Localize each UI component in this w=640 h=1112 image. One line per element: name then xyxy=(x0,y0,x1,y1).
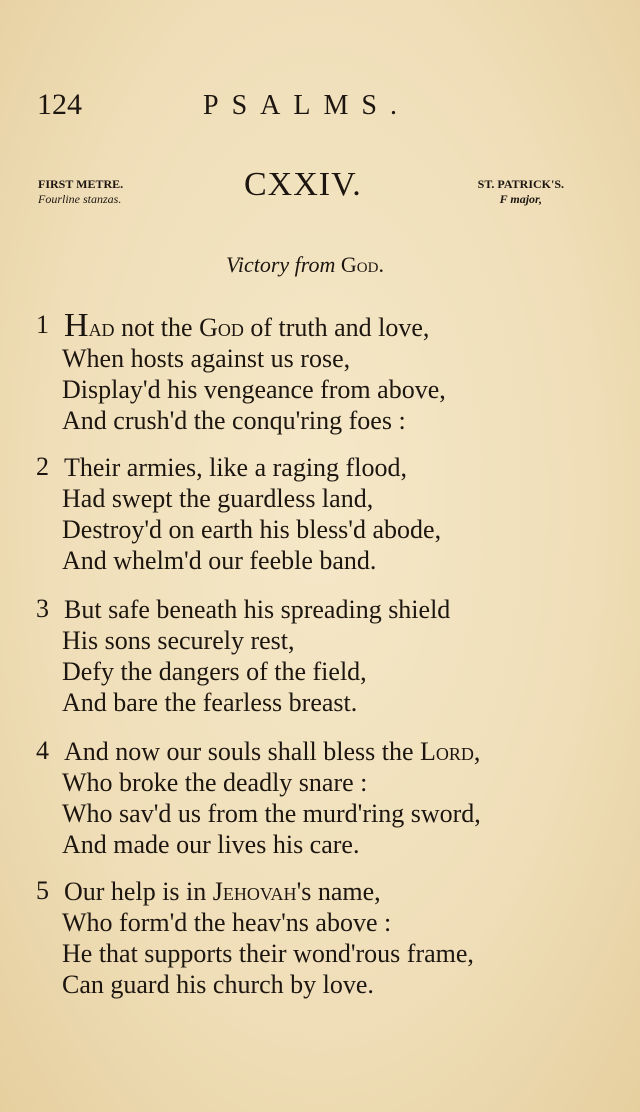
verse-smallcaps: Jehovah xyxy=(212,877,297,906)
tune-key: F major, xyxy=(499,192,543,206)
verse-line: Destroy'd on earth his bless'd abode, xyxy=(62,515,442,544)
verse-line xyxy=(36,876,596,907)
verse-line: Who broke the deadly snare : xyxy=(62,768,368,797)
verse-line: Display'd his vengeance from above, xyxy=(62,375,446,404)
stanza-number: 2 xyxy=(36,452,49,481)
verse-line: Who sav'd us from the murd'ring sword, xyxy=(62,799,481,828)
stanza xyxy=(36,736,596,860)
verse-text: 's name, xyxy=(296,877,381,906)
psalm-subtitle xyxy=(0,252,610,278)
page-number: 124 xyxy=(37,88,82,121)
stanza-number: 1 xyxy=(36,310,49,339)
verse-text: not the xyxy=(114,313,200,342)
drop-cap: H xyxy=(64,307,89,344)
metre-left xyxy=(38,177,123,207)
verse-line: But safe beneath his spreading shield xyxy=(64,595,451,624)
stanza xyxy=(36,876,596,1000)
verse-smallcaps: Lord, xyxy=(420,737,481,766)
stanza-number: 3 xyxy=(36,594,49,623)
stanza xyxy=(36,307,596,436)
verse-line xyxy=(36,736,596,767)
verse-line: Can guard his church by love. xyxy=(62,970,374,999)
metre-name: FIRST METRE. xyxy=(38,177,124,191)
running-title: PSALMS. xyxy=(203,90,410,121)
verse-line: Who form'd the heav'ns above : xyxy=(62,908,392,937)
verse-text: And now our souls shall bless the xyxy=(64,737,421,766)
stanza xyxy=(36,594,596,718)
verse-line: He that supports their wond'rous frame, xyxy=(62,939,474,968)
psalm-number: CXXIV. xyxy=(244,166,362,203)
verse-line: Their armies, like a raging flood, xyxy=(64,453,407,482)
subtitle-italic: Victory from xyxy=(226,252,341,277)
verse-text: Our help is in xyxy=(64,877,213,906)
verse-line: Defy the dangers of the field, xyxy=(62,657,367,686)
verse-text: of truth and love, xyxy=(243,313,430,342)
stanza-form: Fourline stanzas. xyxy=(38,192,122,206)
verse-line: And made our lives his care. xyxy=(62,830,360,859)
verse-smallcaps: God xyxy=(199,313,244,342)
stanza xyxy=(36,452,596,576)
metre-right xyxy=(478,177,564,207)
stanza-number: 5 xyxy=(36,876,49,905)
subtitle-god: God. xyxy=(340,252,384,277)
verse-smallcaps: ad xyxy=(88,313,115,342)
verse-line: And crush'd the conqu'ring foes : xyxy=(62,406,406,435)
verse-line: When hosts against us rose, xyxy=(62,344,351,373)
verse-line xyxy=(36,307,596,344)
verse-line: And bare the fearless breast. xyxy=(62,688,358,717)
verse-line: His sons securely rest, xyxy=(62,626,295,655)
tune-name: ST. PATRICK'S. xyxy=(477,177,564,191)
verse-line: Had swept the guardless land, xyxy=(62,484,374,513)
stanza-number: 4 xyxy=(36,736,49,765)
verse-line: And whelm'd our feeble band. xyxy=(62,546,377,575)
